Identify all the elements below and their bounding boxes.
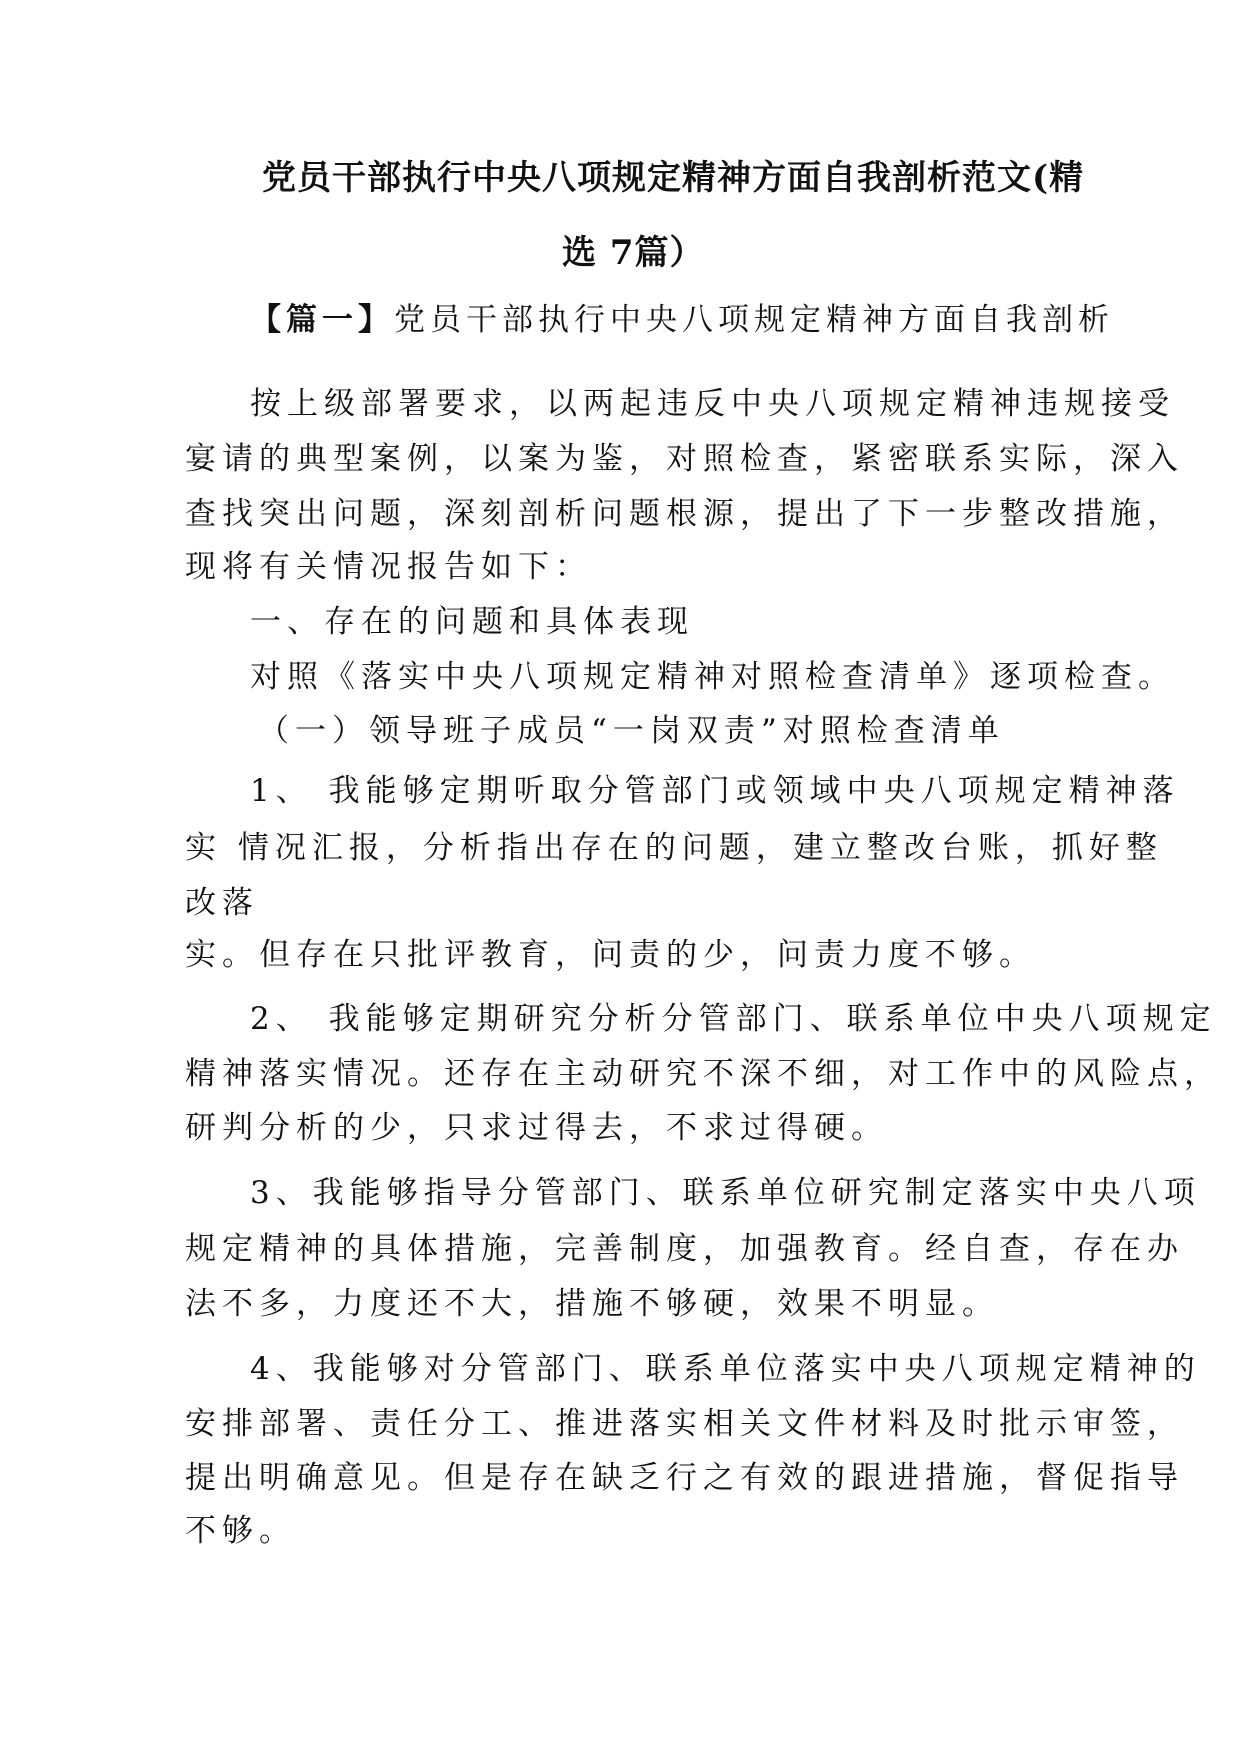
document-title-line-1: 党员干部执行中央八项规定精神方面自我剖析范文(精 [262,158,1085,198]
list-item-line: 实 情况汇报，分析指出存在的问题，建立整改台账，抓好整 [185,830,1163,866]
list-item-line: 提出明确意见。但是存在缺乏行之有效的跟进措施，督促指导 [185,1460,1184,1496]
paragraph-line: 对照《落实中央八项规定精神对照检查清单》逐项检查。 [250,659,1175,695]
section-heading-text: 党员干部执行中央八项规定精神方面自我剖析 [394,302,1114,338]
paragraph-line: 按上级部署要求，以两起违反中央八项规定精神违规接受 [250,386,1175,422]
section-label: 【篇一】 [250,302,394,338]
list-item-line: 1、 我能够定期听取分管部门或领域中央八项规定精神落 [250,773,1180,809]
subsection-heading: 一、存在的问题和具体表现 [250,604,694,640]
document-title-line-2: 选 7篇） [562,233,705,273]
list-item-line: 精神落实情况。还存在主动研究不深不细，对工作中的风险点， [185,1056,1221,1092]
paragraph-line: 现将有关情况报告如下： [185,549,592,585]
list-item-line: 2、 我能够定期研究分析分管部门、联系单位中央八项规定 [250,1001,1217,1037]
list-item-line: 研判分析的少，只求过得去，不求过得硬。 [185,1110,888,1146]
list-item-line: 4、我能够对分管部门、联系单位落实中央八项规定精神的 [250,1351,1201,1387]
list-item-line: 3、我能够指导分管部门、联系单位研究制定落实中央八项 [250,1175,1201,1211]
list-item-line: 实。但存在只批评教育，问责的少，问责力度不够。 [185,937,1036,973]
subsection-heading: （一）领导班子成员“一岗双责”对照检查清单 [258,713,1005,749]
list-item-line: 不够。 [185,1513,296,1549]
list-item-line: 法不多，力度还不大，措施不够硬，效果不明显。 [185,1286,999,1322]
paragraph-line: 宴请的典型案例，以案为鉴，对照检查，紧密联系实际，深入 [185,441,1184,477]
section-heading [250,294,1114,339]
list-item-line: 安排部署、责任分工、推进落实相关文件材料及时批示审签， [185,1406,1184,1442]
list-item-line: 改落 [185,885,259,921]
paragraph-line: 查找突出问题，深刻剖析问题根源，提出了下一步整改措施， [185,496,1184,532]
list-item-line: 规定精神的具体措施，完善制度，加强教育。经自查，存在办 [185,1231,1184,1267]
